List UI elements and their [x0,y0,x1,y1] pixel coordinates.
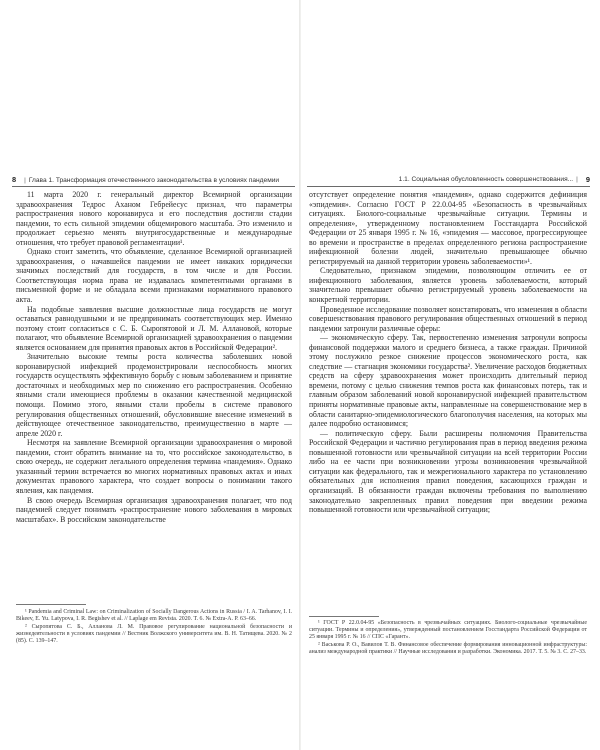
header-separator: | [24,177,26,184]
footnote-divider [309,616,379,617]
paragraph: — политическую сферу. Были расширены полномочия Правительства Российской Федерации и частично регулирования прав в период введения режима повышенной готовности или чрезвычайной ситуации на всей территории России либо на ее части при возникновении угрозы возникновения чрезвычайной ситуации как федерального, так и межрегионального характера по установлению обязательных для исполнения правил поведения, касающихся граждан и организаций. В обязанности граждан включены требования по выполнению законодательно закрепленных правил поведения при введении режима повышенной готовности или чрезвычайной ситуации; [309,428,587,515]
left-running-header [12,174,295,187]
right-running-header [307,174,590,187]
footnote: ² Сыропятова С. Б., Алланова Л. М. Правовое регулирование национальной безопасности и жизнедеятельности в условиях пандемии // Вестник Волжского университета им. В. Н. Татищева. 2020. № 2 (85). С. 139–147. [16,624,292,645]
footnote: ² Васькова Р. О., Вавилов Т. В. Финансовое обеспечение формирования инновационной инфраструктуры: анализ международной практики // Научные исследования и разработки. Экономика. 2017. Т. 5. № 3. С. 27–33. [309,642,587,656]
right-header-title: 1.1. Социальная обусловленность совершенствования... [398,176,574,183]
paragraph: В свою очередь Всемирная организация здравоохранения полагает, что под пандемией следует понимать «распространение нового заболевания в мировых масштабах». В российском законодательстве [16,495,292,524]
paragraph: Однако стоит заметить, что объявление, сделанное Всемирной организацией здравоохранения, о начавшейся пандемии не имеет никаких юридически значимых последствий для государств, в том числе и для России. Соответствующая норма права не издавалась компетентными органами в письменной форме и не обладала всеми признаками нормативного правового акта. [16,247,292,305]
paragraph: На подобные заявления высшие должностные лица государств не могут оставаться равнодушными и не предпринимать соответствующих мер. Именно поэтому стоит согласиться с С. Б. Сыропятовой и Л. М. Аллановой, которые полагают, что объявление Всемирной организацией здравоохранения о пандемии является основанием для принятия правовых актов в Российской Федерации². [16,304,292,352]
paragraph: 11 марта 2020 г. генеральный директор Всемирной организации здравоохранения Тедрос Аханом Гебрейесус признал, что параметры распространения нового коронавируса и его последствия достигли стадии пандемии, то есть сильной эпидемии общемирового масштаба. Это изменило и продолжает серьезно менять внутригосударственные и международные отношения, что требует правовой регламентации¹. [16,190,292,247]
footnote: ¹ Pandemia and Criminal Law: on Criminalization of Socially Dangerous Actions in Russia / I. A. Tarhanov, I. I. Bikeev, E. Yu. Latypova, I. R. Begishev et al. // Laplage em Revista. 2020. T. 6. № Extra-A. P. 63–66. [16,609,292,623]
paragraph: Проведенное исследование позволяет констатировать, что изменения в области совершенствования правового регулирования общественных отношений в период пандемии затронули различные сферы: [309,304,587,333]
header-separator: | [576,176,578,183]
paragraph: Значительно высокие темпы роста количества заболевших новой коронавирусной инфекцией продемонстрировали неспособность многих государств осуществлять эффективную борьбу с новым заболеванием и принятие достаточных и необходимых мер по снижению его распространения. Особенно явными стали имеющиеся проблемы в оказании качественной медицинской помощи. Помимо этого, явными стали пробелы в системе правового регулирования общественных отношений, обусловившие внесение изменений в действующее отечественное законодательство, преимущественно в марте — апреле 2020 г. [16,352,292,438]
left-page-number: 8 [12,175,17,184]
paragraph: Следовательно, признаком эпидемии, позволяющим отличить ее от инфекционного заболевания, является уровень заболеваемости, который значительно превышает обычно регистрируемый уровень заболеваемости на конкретной территории. [309,266,587,305]
left-header-title: Глава 1. Трансформация отечественного законодательства в условиях пандемии [28,177,280,184]
right-footnotes [309,620,587,657]
footnote: ¹ ГОСТ Р 22.0.04-95 «Безопасность в чрезвычайных ситуациях. Биолого-социальные чрезвычайные ситуации. Термины и определения», утвержденный постановлением Госстандарта Российской Федерации от 25 января 1995 г. № 16 // СПС «Гарант». [309,620,587,641]
paragraph: — экономическую сферу. Так, первостепенно изменения затронули вопросы финансовой поддержки малого и среднего бизнеса, а также граждан. Причиной этому послужило резкое снижение процессов экономического роста, как следствие — стагнация экономики государства². Увеличение расходов бюджетных средств на сферу здравоохранения может происходить длительный период времени, потому с целью снижения темпов роста как финансовых потерь, так и главным образом заболеваний новой коронавирусной инфекцией правительством приняты нормативные правовые акты, направленные на совершенствование мер в области санитарно-эпидемиологического благополучия населения, на которых мы далее подробно остановимся; [309,333,587,429]
left-body-text [16,190,292,524]
right-body-text [309,190,587,515]
right-page-number: 9 [585,175,590,184]
footnote-divider [16,604,86,605]
right-page [301,0,600,750]
left-footnotes [16,609,292,646]
paragraph: отсутствует определение понятия «пандемия», однако содержится дефиниция «эпидемия». Согласно ГОСТ Р 22.0.04-95 «Безопасность в чрезвычайных ситуациях. Биолого-социальные чрезвычайные ситуации. Термины и определения», утвержденному постановлением Госстандарта Российской Федерации от 25 января 1995 г. № 16, «эпидемия — массовое, прогрессирующее во времени и пространстве в пределах определенного региона распространение инфекционной болезни людей, значительно превышающее обычно регистрируемый на данной территории уровень заболеваемости»¹. [309,190,587,266]
paragraph: Несмотря на заявление Всемирной организации здравоохранения о мировой пандемии, стоит обратить внимание на то, что российское законодательство, в свою очередь, не содержит легального определения термина «пандемия». Однако указанный термин встречается во многих нормативных правовых актах и иных документах правового характера, что создает вопросы о понимании такого явления, как пандемия. [16,438,292,495]
left-page [0,0,299,750]
